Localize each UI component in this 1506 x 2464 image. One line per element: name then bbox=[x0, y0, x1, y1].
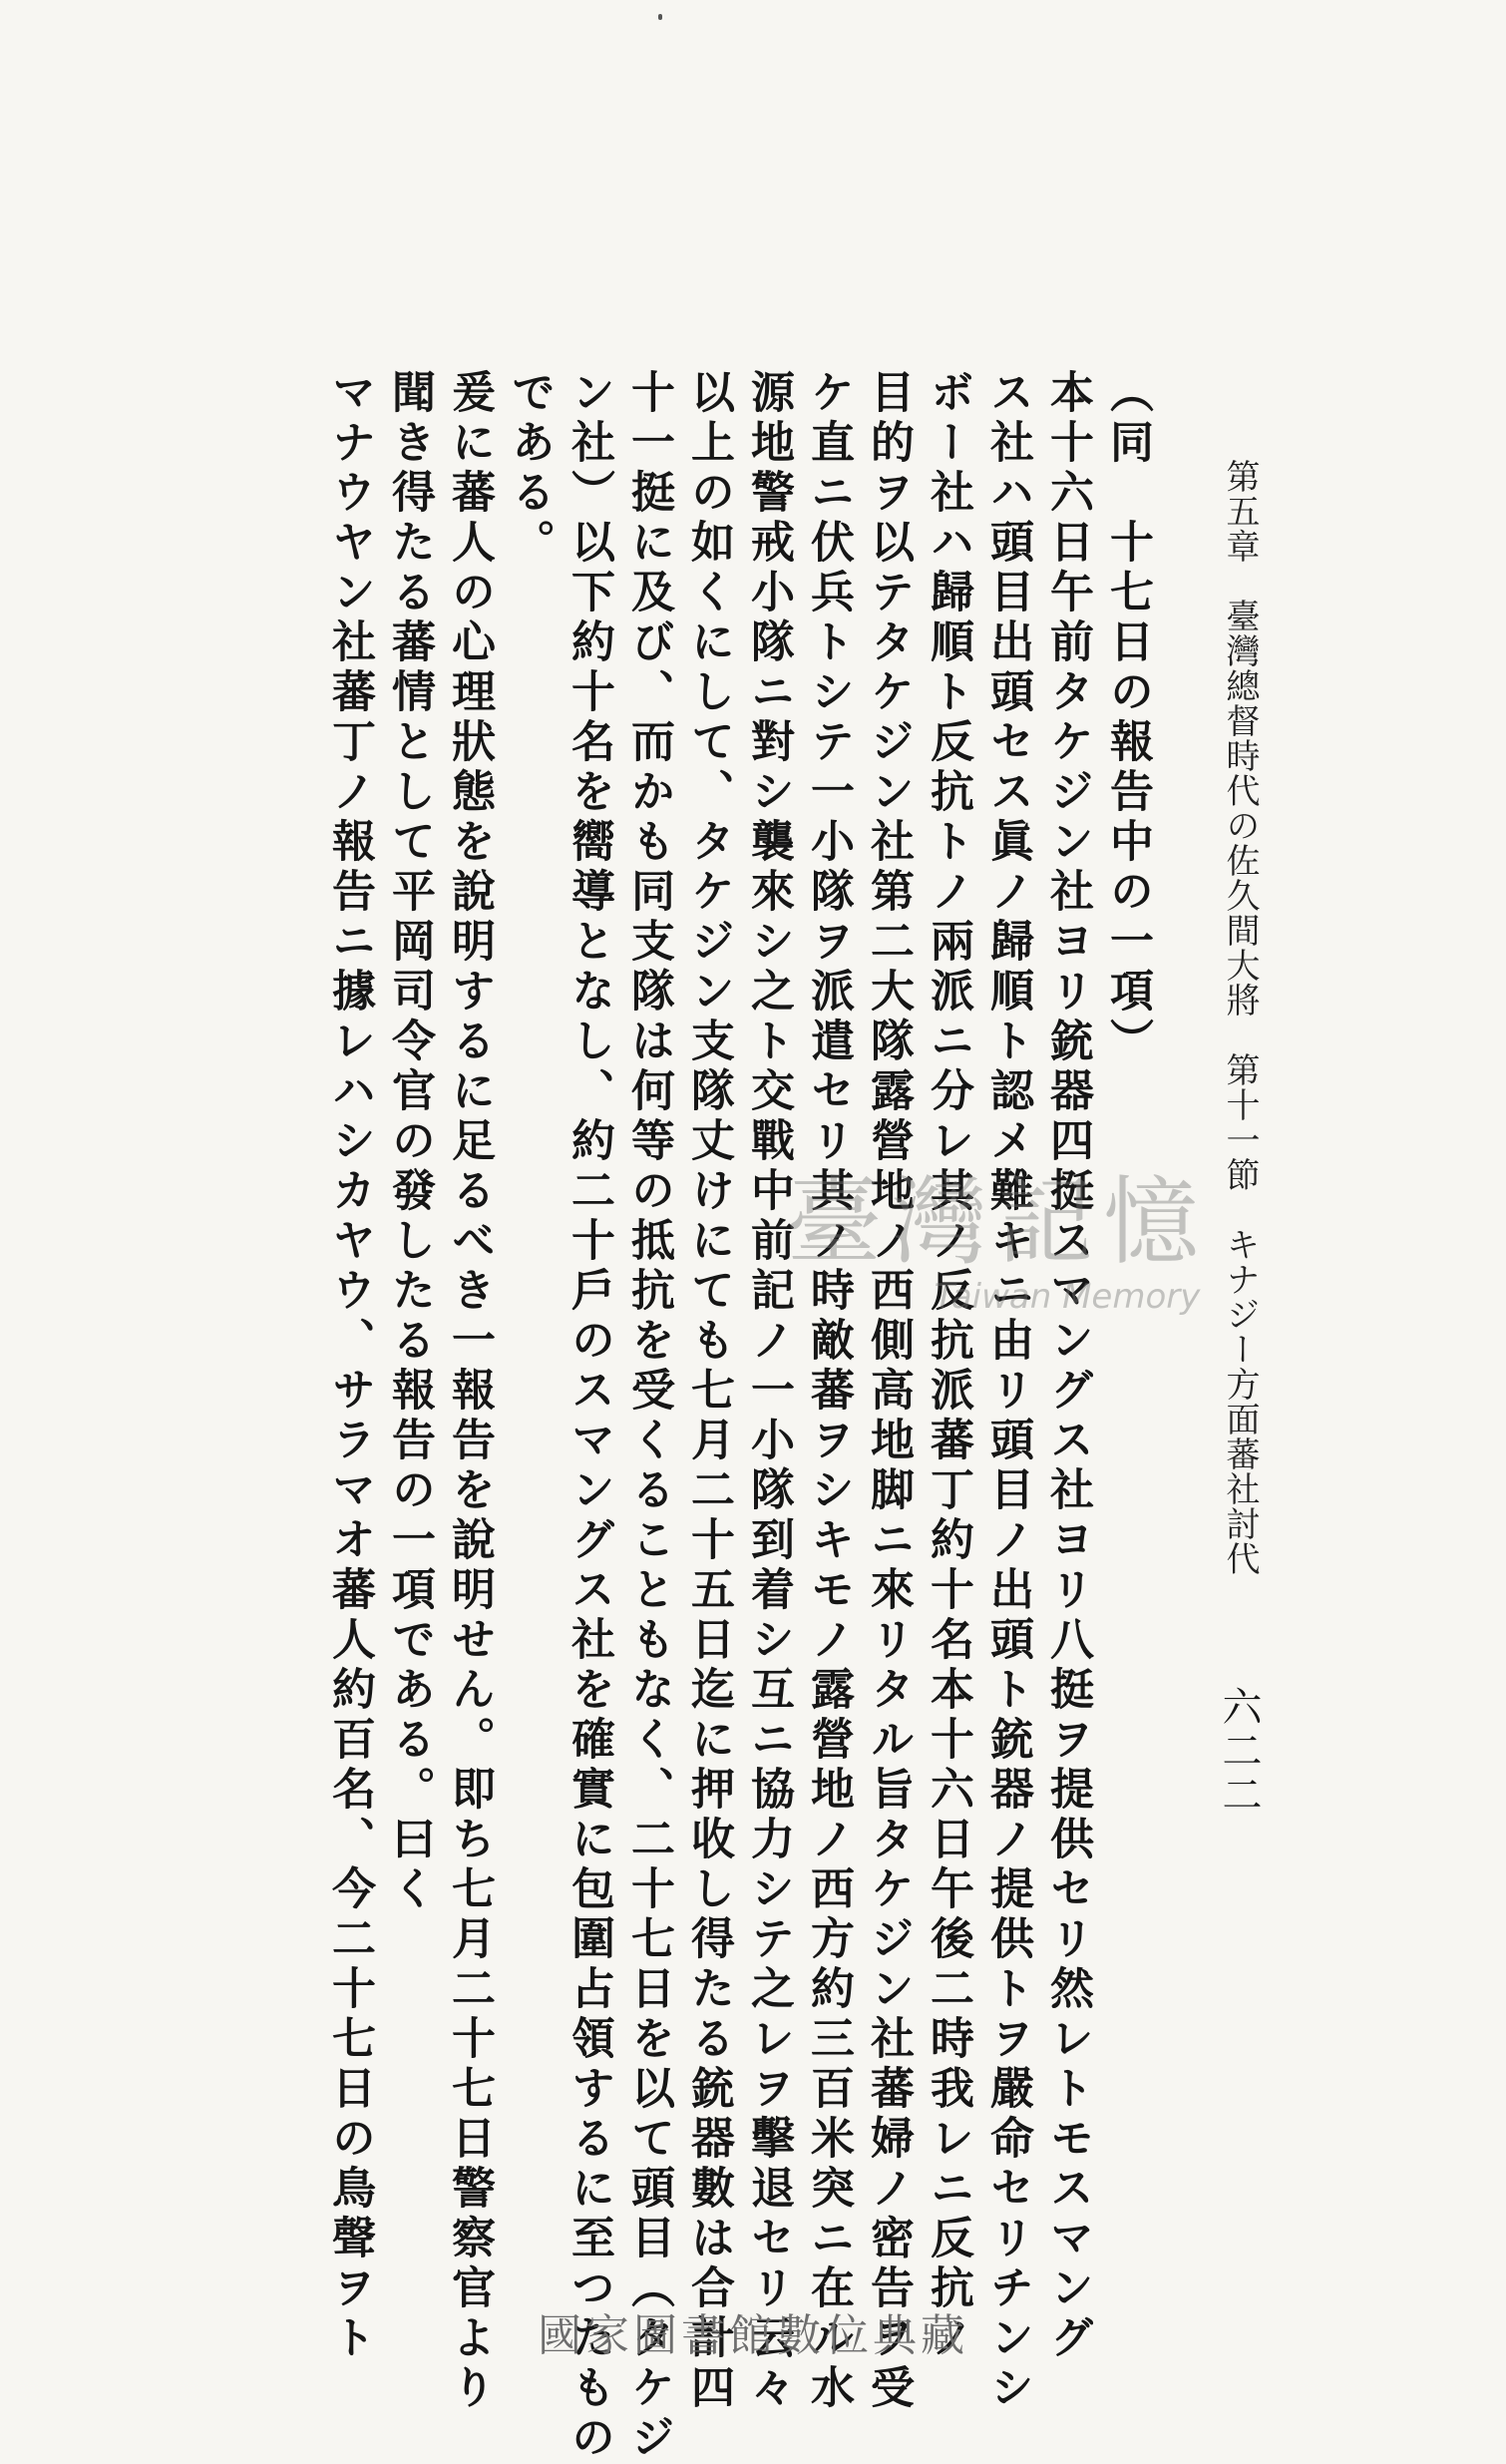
body-column-7: 源地警戒小隊ニ對シ襲來シ之ト交戰中前記ノ一小隊到着シ互ニ協力シテ之レヲ擊退セリ云々 bbox=[743, 369, 794, 2414]
body-column-10: ン社）以下約十名を嚮導となし、約二十戶のスマングス社を確實に包圍占領するに至つたもの bbox=[564, 369, 614, 2464]
body-column-11: である。 bbox=[504, 369, 555, 569]
body-column-9: 十一挺に及び、而かも同支隊は何等の抵抗を受くることもなく、二十七日を以て頭目（タケジ bbox=[623, 369, 674, 2464]
page-number: 六二二 bbox=[1216, 1686, 1262, 1818]
watermark-en: Taiwan Memory bbox=[934, 1277, 1201, 1317]
scan-speck bbox=[658, 14, 662, 20]
body-column-5: 目的ヲ以テタケジン社第二大隊露營地ノ西側高地脚ニ來リタル旨タケジン社蕃婦ノ密告ヲ受 bbox=[863, 369, 914, 2414]
body-column-2: 本十六日午前タケジン社ヨリ銃器四挺スマングス社ヨリ八挺ヲ提供セリ然レトモスマング bbox=[1042, 369, 1093, 2364]
watermark-cn: 臺灣記憶 bbox=[786, 1166, 1209, 1278]
body-column-13: 聞き得たる蕃情として平岡司令官の發したる報告の一項である。曰く bbox=[384, 369, 435, 1915]
watermark bbox=[738, 1167, 1257, 1327]
footer-label: 國家圖書館數位典藏 bbox=[538, 2310, 968, 2361]
body-column-8: 以上の如くにして、タケジン支隊丈けにても七月二十五日迄に押收し得たる銃器數は合計四 bbox=[683, 369, 734, 2414]
body-column-14: マナウヤン社蕃丁ノ報告ニ據レハシカヤウ、サラマオ蕃人約百名、今二十七日の鳥聲ヲト bbox=[324, 369, 375, 2364]
body-column-6: ケ直ニ伏兵トシテ一小隊ヲ派遣セリ其ノ時敵蕃ヲシキモノ露營地ノ西方約三百米突ニ在ル水 bbox=[803, 369, 854, 2414]
body-column-3: ス社ハ頭目出頭セス眞ノ歸順ト認メ難キニ由リ頭目ノ出頭ト銃器ノ提供トヲ嚴命セリチンシ bbox=[982, 369, 1033, 2414]
body-column-4: ボー社ハ歸順ト反抗トノ兩派ニ分レ其ノ反抗派蕃丁約十名本十六日午後二時我レニ反抗ノ bbox=[923, 369, 973, 2364]
running-head: 第五章 臺灣總督時代の佐久間大將 第十一節 キナジー方面蕃社討代 bbox=[1220, 459, 1260, 1576]
body-column-12: 爰に蕃人の心理狀態を說明するに足るべき一報告を說明せん。即ち七月二十七日警察官より bbox=[444, 369, 495, 2414]
body-column-1: （同 十七日の報告中の一項） bbox=[1102, 369, 1153, 1067]
